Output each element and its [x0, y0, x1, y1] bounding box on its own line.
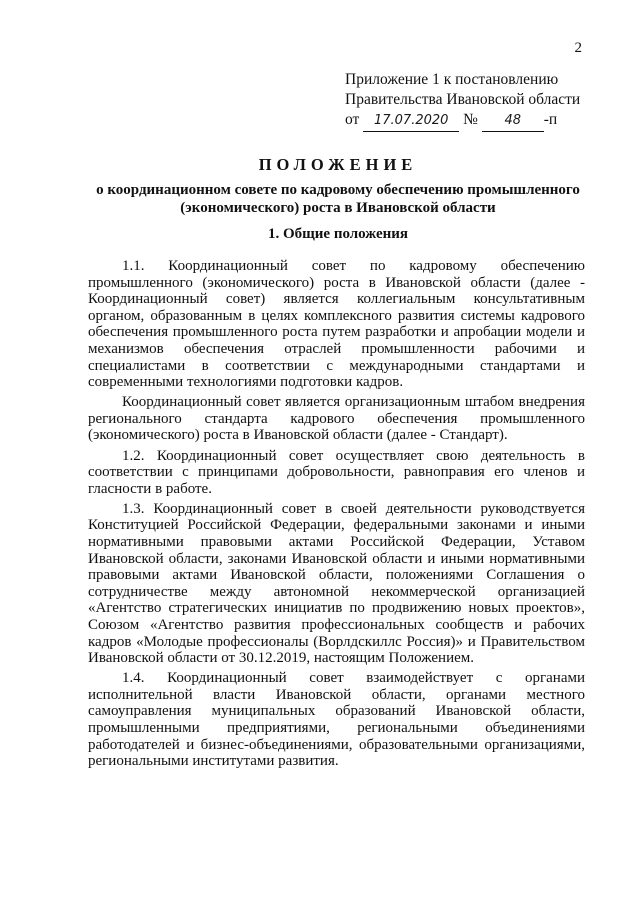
- section-heading: 1. Общие положения: [267, 226, 409, 242]
- appendix-line-2: Правительства Ивановской области: [345, 91, 581, 108]
- document-title-block: [88, 155, 588, 217]
- paragraph: 1.2. Координационный совет осуществляет свою деятельность в соответствии с принципами добровольности, равноправия его членов и гласности в работе.: [88, 447, 585, 497]
- document-body: [88, 258, 585, 773]
- number-suffix: -п: [543, 111, 558, 128]
- document-subtitle: о координационном совете по кадровому обеспечению промышленного (экономического) роста в Ивановской области: [96, 182, 580, 216]
- appendix-header: [345, 70, 585, 132]
- paragraph: 1.1. Координационный совет по кадровому обеспечению промышленного (экономического) роста в Ивановской области (далее - Координационный совет) является коллегиальным консультативным органом, образованным в целях комплексного развития системы кадрового обеспечения промышленного роста путем разработки и апробации модели и механизмов обеспечения отраслей промышленности рабочими и специалистами в соответствии с международными стандартами и современными технологиями подготовки кадров.: [88, 258, 585, 391]
- paragraph: Координационный совет является организационным штабом внедрения регионального стандарта кадрового обеспечения промышленного (экономического) роста в Ивановской области (далее - Стандарт).: [88, 394, 585, 444]
- appendix-line-1: Приложение 1 к постановлению: [345, 71, 559, 88]
- page-number: 2: [574, 40, 582, 56]
- paragraph: 1.3. Координационный совет в своей деятельности руководствуется Конституцией Российской Федерации, федеральными законами и иными нормативными правовыми актами Российской Федерации, Уставом Ивановской области, законами Ивановской области и иными нормативными правовыми актами Ивановской области, положениями Соглашения о сотрудничестве между автономной некоммерческой организацией «Агентство стратегических инициатив по продвижению новых проектов», Союзом «Агентство развития профессиональных сообществ и рабочих кадров «Молодые профессионалы (Ворлдскиллс Россия)» и Правительством Ивановской области от 30.12.2019, настоящим Положением.: [88, 500, 585, 667]
- appendix-date-line: [345, 110, 585, 132]
- paragraph: 1.4. Координационный совет взаимодействует с органами исполнительной власти Ивановской области, органами местного самоуправления муниципальных образований Ивановской области, промышленными предприятиями, региональными объединениями работодателей и бизнес-объединениями, образовательными организациями, региональными институтами развития.: [88, 670, 585, 770]
- from-label: от: [345, 111, 360, 128]
- document-title: ПОЛОЖЕНИЕ: [258, 155, 418, 174]
- handwritten-date: 17.07.2020: [363, 111, 459, 132]
- handwritten-number: 48: [482, 111, 544, 132]
- number-label: №: [463, 111, 478, 128]
